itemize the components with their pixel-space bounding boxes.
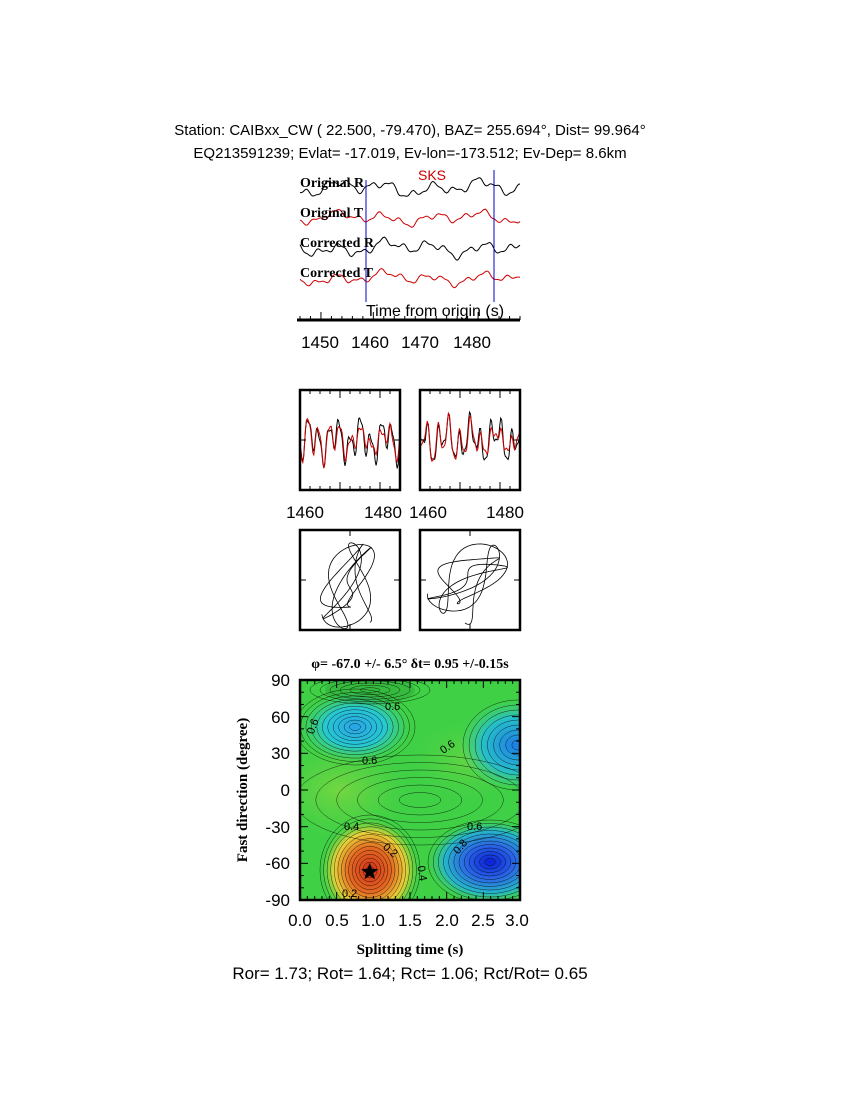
grid-colormap (270, 676, 573, 925)
grid-xtick-2.0: 2.0 (435, 911, 459, 930)
particle-motion-path (427, 544, 507, 625)
contour-label: 0.6 (467, 821, 483, 833)
particle-motion-left (300, 530, 400, 630)
grid-ytick-60: 60 (271, 708, 290, 727)
splitting-grid (235, 657, 573, 958)
grid-xlabel: Splitting time (s) (356, 942, 464, 958)
waveform-left-tick-1480: 1480 (364, 503, 402, 522)
grid-ylabel: Fast direction (degree) (235, 717, 251, 863)
waveform-slow (300, 419, 400, 468)
waveform-left-tick-1460: 1460 (286, 503, 324, 522)
header-station-line: Station: CAIBxx_CW ( 22.500, -79.470), BAZ= 255.694°, Dist= 99.964° (174, 122, 646, 139)
contour-label: 0.4 (344, 821, 360, 833)
contour-label: 0.2 (342, 888, 358, 900)
grid-ytick-minus60: -60 (265, 854, 290, 873)
trace-tick-label-1460: 1460 (351, 333, 389, 352)
waveform-panel-right (409, 390, 524, 522)
contour-label: 0.8 (451, 837, 471, 857)
particle-motion-right-frame (420, 530, 520, 630)
grid-title: φ= -67.0 +/- 6.5° δt= 0.95 +/-0.15s (311, 657, 509, 672)
contour-label: 0.6 (362, 755, 378, 767)
particle-motion-left-path (320, 543, 374, 629)
grid-xtick-2.5: 2.5 (471, 911, 495, 930)
waveform-right-tick-1460: 1460 (409, 503, 447, 522)
trace-label-corrected-t: Corrected T (300, 266, 373, 281)
contour-label: 0.4 (414, 864, 429, 882)
grid-ytick-90: 90 (271, 671, 290, 690)
contour-label: 0.6 (385, 701, 401, 713)
contour-label: 0.6 (438, 737, 458, 757)
waveform-panel-left (286, 390, 402, 522)
particle-motion-left-frame (300, 530, 400, 630)
trace-section (297, 167, 520, 352)
particle-motion-right (420, 530, 520, 630)
trace-label-corrected-r: Corrected R (300, 236, 374, 251)
trace-label-original-r: Original R (300, 176, 365, 191)
grid-ytick-0: 0 (280, 781, 290, 800)
trace-tick-label-1450: 1450 (301, 333, 339, 352)
waveform-left-lines (300, 418, 400, 468)
waveform-right-tick-1480: 1480 (486, 503, 524, 522)
trace-tick-label-1480: 1480 (453, 333, 491, 352)
grid-ytick-30: 30 (271, 744, 290, 763)
particle-motion-right-path (427, 544, 507, 625)
trace-label-original-t: Original T (300, 206, 364, 221)
grid-ytick-minus30: -30 (265, 818, 290, 837)
grid-xtick-1.0: 1.0 (361, 911, 385, 930)
particle-motion-path (320, 543, 374, 629)
grid-xtick-0: 0.0 (288, 911, 312, 930)
trace-xlabel: Time from origin (s) (365, 303, 505, 320)
grid-xtick-0.5: 0.5 (325, 911, 349, 930)
waveform-right-frame (420, 390, 520, 490)
phase-label: SKS (417, 167, 447, 183)
header-event-line: EQ213591239; Evlat= -17.019, Ev-lon=-173.512; Ev-Dep= 8.6km (193, 145, 627, 162)
footer-ratios: Ror= 1.73; Rot= 1.64; Rct= 1.06; Rct/Rot= 0.65 (232, 964, 588, 983)
waveform-right-ticks (420, 390, 520, 490)
contour-label: 0.6 (304, 717, 322, 736)
contour-label: 0.2 (380, 841, 400, 861)
trace-tick-label-1470: 1470 (401, 333, 439, 352)
grid-ytick-minus90: -90 (265, 891, 290, 910)
waveform-right-lines (420, 412, 520, 461)
grid-xtick-1.5: 1.5 (398, 911, 422, 930)
grid-xtick-3.0: 3.0 (505, 911, 529, 930)
